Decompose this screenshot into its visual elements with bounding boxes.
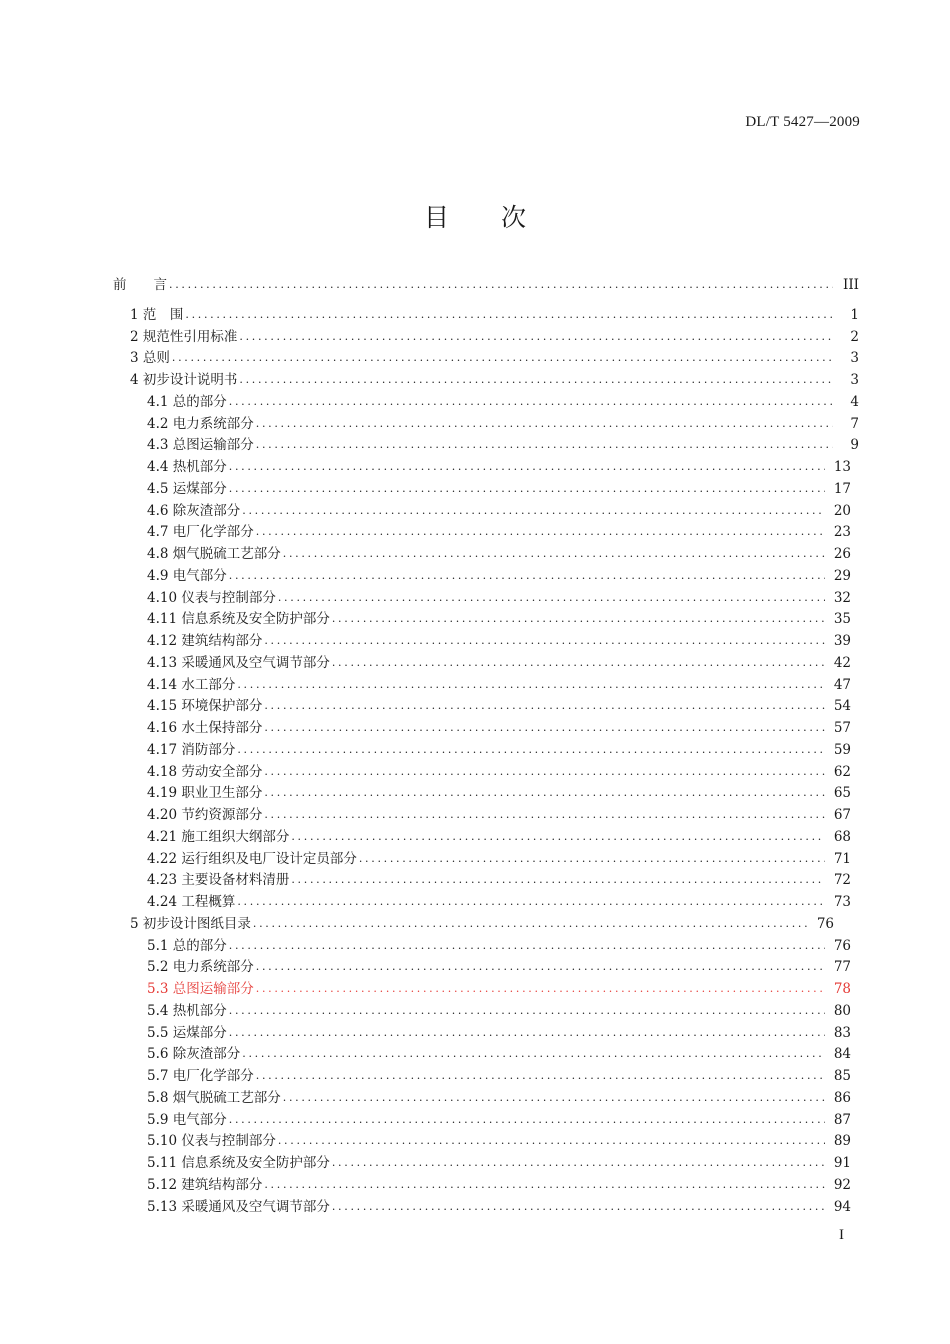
toc-entry[interactable] [147,1197,851,1217]
toc-entry-label: 4.5 运煤部分 [147,480,227,497]
toc-entry-page: 1 [850,306,859,323]
dot-leader [237,675,825,695]
dot-leader [278,588,825,608]
dot-leader [278,1131,825,1151]
toc-entry-page: III [843,277,859,293]
toc-entry[interactable] [147,827,851,847]
toc-entry-label: 4.19 职业卫生部分 [147,785,263,802]
toc-entry-label: 4.24 工程概算 [147,894,236,910]
toc-entry[interactable] [130,370,859,390]
toc-entry-label: 5 初步设计图纸目录 [130,915,251,932]
toc-entry-label: 4.20 节约资源部分 [147,807,263,823]
toc-entry-label: 5.6 除灰渣部分 [147,1046,241,1063]
toc-entry-label: 4.9 电气部分 [147,567,227,584]
toc-entry[interactable] [147,1066,851,1086]
toc-entry[interactable] [147,1088,851,1108]
toc-entry-page: 72 [833,872,851,889]
toc-entry-label: 4.21 施工组织大纲部分 [147,828,290,845]
dot-leader [256,414,833,434]
toc-entry-label: 5.10 仪表与控制部分 [147,1133,276,1150]
toc-entry-page: 76 [816,915,834,932]
toc-entry[interactable] [147,870,851,890]
dot-leader [283,1088,825,1108]
dot-leader [229,1023,825,1043]
toc-entry-label: 5.13 采暖通风及空气调节部分 [147,1198,330,1215]
toc-entry[interactable] [147,1023,851,1043]
dot-leader [264,696,825,716]
toc-entry[interactable] [147,479,851,499]
toc-entry-page: 59 [833,741,851,758]
toc-entry-page: 65 [833,785,851,802]
page-title: 目次 [423,203,578,232]
toc-entry-page: 73 [833,894,851,910]
toc-entry[interactable] [147,1110,851,1130]
toc-entry-label: 4.2 电力系统部分 [147,415,254,432]
toc-entry-label: 4.3 总图运输部分 [147,437,254,454]
dot-leader [172,348,833,368]
dot-leader [242,1044,825,1064]
dot-leader [239,327,833,347]
dot-leader [256,435,833,455]
toc-entry-label: 4.8 烟气脱硫工艺部分 [147,546,281,562]
dot-leader [359,849,825,869]
toc-entry[interactable] [147,675,851,695]
toc-entry-page: 47 [833,676,851,693]
dot-leader [169,275,833,295]
toc-entry-page: 54 [833,698,851,715]
toc-entry-label: 4.10 仪表与控制部分 [147,589,276,606]
dot-leader [229,479,825,499]
toc-entry[interactable] [147,1001,851,1021]
toc-entry-label: 5.12 建筑结构部分 [147,1176,263,1193]
dot-leader [229,566,825,586]
toc-entry-page: 57 [833,720,851,736]
toc-entry-page: 2 [850,328,859,345]
toc-entry-label: 2 规范性引用标准 [130,328,238,345]
toc-entry-page: 89 [833,1133,851,1150]
toc-entry-label: 前 言 [113,277,167,293]
toc-entry-label: 5.1 总的部分 [147,937,227,954]
toc-entry-page: 42 [833,654,851,671]
toc-entry-label: 4.11 信息系统及安全防护部分 [147,611,330,628]
toc-entry[interactable] [130,327,859,347]
toc-entry-page: 67 [833,807,851,823]
toc-entry-label: 5.4 热机部分 [147,1002,227,1019]
dot-leader [256,1066,825,1086]
dot-leader [264,631,825,651]
toc-entry-page: 91 [833,1155,851,1171]
toc-entry-label: 5.3 总图运输部分 [147,981,254,997]
toc-entry-label: 4.1 总的部分 [147,393,227,410]
dot-leader [229,457,825,477]
toc-entry[interactable] [130,305,859,325]
dot-leader [264,762,825,782]
dot-leader [332,1197,825,1217]
dot-leader [256,957,825,977]
dot-leader [283,544,825,564]
toc-entry-page: 20 [833,502,851,519]
toc-entry[interactable] [147,501,851,521]
toc-entry-label: 4.15 环境保护部分 [147,698,263,715]
toc-entry[interactable] [147,1153,851,1173]
dot-leader [253,914,808,934]
toc-entry-page: 85 [833,1068,851,1084]
toc-entry-label: 1 范 围 [130,306,184,323]
toc-entry-page: 94 [833,1198,851,1215]
toc-entry-page: 80 [833,1002,851,1019]
toc-entry[interactable] [130,348,859,368]
toc-entry[interactable] [147,544,851,564]
dot-leader [332,609,825,629]
toc-entry-page: 76 [833,937,851,954]
toc-entry-page: 23 [833,524,851,541]
toc-entry-page: 32 [833,589,851,606]
toc-entry[interactable] [130,914,834,934]
toc-entry-label: 5.11 信息系统及安全防护部分 [147,1155,330,1171]
toc-entry[interactable] [147,849,851,869]
toc-entry-page: 17 [833,480,851,497]
dot-leader [229,1001,825,1021]
toc-entry-label: 4.4 热机部分 [147,459,227,475]
toc-entry[interactable] [147,1131,851,1151]
dot-leader [264,805,825,825]
toc-entry-label: 4.12 建筑结构部分 [147,633,263,649]
dot-leader [239,370,833,390]
toc-entry[interactable] [147,740,851,760]
dot-leader [291,870,825,890]
toc-entry-label: 5.5 运煤部分 [147,1024,227,1041]
toc-entry[interactable] [147,1175,851,1195]
dot-leader [242,501,825,521]
dot-leader [256,979,825,999]
dot-leader [229,936,825,956]
toc-entry-label: 4.14 水工部分 [147,676,236,693]
toc-entry[interactable] [147,653,851,673]
toc-entry[interactable] [147,457,851,477]
toc-entry-page: 4 [850,393,859,410]
toc-entry-page: 71 [833,850,851,867]
toc-entry-page: 68 [833,828,851,845]
toc-entry-label: 5.7 电厂化学部分 [147,1068,254,1084]
toc-entry[interactable] [147,435,859,455]
toc-entry-label: 3 总则 [130,350,170,367]
toc-entry[interactable] [147,392,859,412]
toc-entry[interactable] [147,892,851,912]
toc-entry-page: 3 [850,372,859,388]
toc-entry-label: 4.18 劳动安全部分 [147,763,263,780]
toc-entry[interactable] [113,275,859,295]
toc-entry-page: 78 [833,981,851,997]
toc-entry-page: 26 [833,546,851,562]
page-number: I [839,1227,844,1243]
dot-leader [264,718,825,738]
toc-entry[interactable] [147,805,851,825]
toc-entry-label: 4.13 采暖通风及空气调节部分 [147,654,330,671]
toc-entry-page: 86 [833,1089,851,1106]
toc-entry-label: 4.22 运行组织及电厂设计定员部分 [147,850,357,867]
document-id: DL/T 5427—2009 [745,114,860,130]
dot-leader [237,892,825,912]
toc-entry-page: 87 [833,1111,851,1128]
toc-entry-page: 77 [833,959,851,976]
toc-entry[interactable] [147,1044,851,1064]
toc-entry-page: 29 [833,567,851,584]
toc-entry[interactable] [147,588,851,608]
dot-leader [291,827,825,847]
dot-leader [229,1110,825,1130]
toc-entry[interactable] [147,566,851,586]
toc-entry[interactable] [147,979,851,999]
toc-entry-label: 5.9 电气部分 [147,1111,227,1128]
toc-entry[interactable] [147,631,851,651]
toc-entry-page: 39 [833,633,851,649]
toc-entry-page: 3 [850,350,859,367]
dot-leader [237,740,825,760]
toc-entry[interactable] [147,696,851,716]
dot-leader [264,1175,825,1195]
toc-entry-page: 62 [833,763,851,780]
dot-leader [256,522,825,542]
toc-entry-page: 92 [833,1176,851,1193]
toc-entry-label: 5.8 烟气脱硫工艺部分 [147,1089,281,1106]
toc-entry-page: 7 [850,415,859,432]
toc-entry[interactable] [147,718,851,738]
toc-entry-label: 4.6 除灰渣部分 [147,502,241,519]
toc-entry[interactable] [147,609,851,629]
dot-leader [229,392,833,412]
toc-entry-label: 4.16 水土保持部分 [147,720,263,736]
toc-entry-label: 4.17 消防部分 [147,741,236,758]
toc-entry-label: 4.7 电厂化学部分 [147,524,254,541]
toc-entry[interactable] [147,762,851,782]
dot-leader [185,305,833,325]
toc-entry-page: 13 [833,459,851,475]
dot-leader [264,783,825,803]
toc-entry[interactable] [147,783,851,803]
toc-entry-page: 35 [833,611,851,628]
toc-entry-page: 84 [833,1046,851,1063]
toc-entry-page: 83 [833,1024,851,1041]
toc-entry[interactable] [147,957,851,977]
toc-entry[interactable] [147,414,859,434]
toc-entry-label: 5.2 电力系统部分 [147,959,254,976]
toc-entry-page: 9 [850,437,859,454]
toc-entry[interactable] [147,936,851,956]
dot-leader [332,1153,825,1173]
dot-leader [332,653,825,673]
toc-entry-label: 4 初步设计说明书 [130,372,238,388]
toc-entry-label: 4.23 主要设备材料清册 [147,872,290,889]
toc-entry[interactable] [147,522,851,542]
